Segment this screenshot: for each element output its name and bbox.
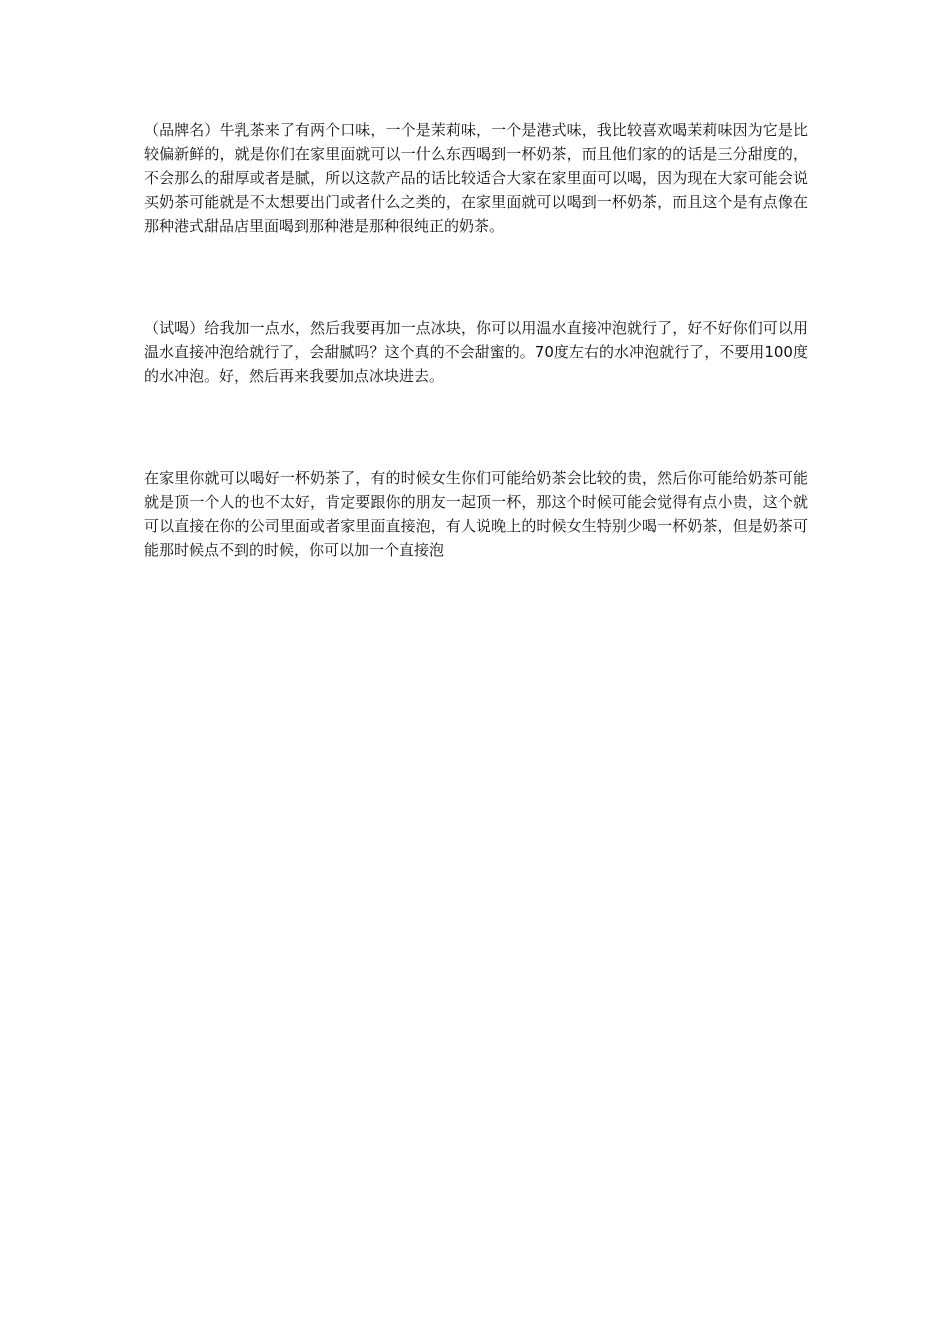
paragraph-product-intro: （品牌名）牛乳茶来了有两个口味，一个是茉莉味，一个是港式味，我比较喜欢喝茉莉味因为它是比较偏新鲜的，就是你们在家里面就可以一什么东西喝到一杯奶茶，而且他们家的的话是三分甜度的，不会那么的甜厚或者是腻，所以这款产品的话比较适合大家在家里面可以喝，因为现在大家可能会说买奶茶可能就是不太想要出门或者什么之类的，在家里面就可以喝到一杯奶茶，而且这个是有点像在那种港式甜品店里面喝到那种港是那种很纯正的奶茶。 (144, 121, 808, 235)
paragraph-home-usage: 在家里你就可以喝好一杯奶茶了，有的时候女生你们可能给奶茶会比较的贵，然后你可能给奶茶可能就是顶一个人的也不太好，肯定要跟你的朋友一起顶一杯，那这个时候可能会觉得有点小贵，这个就可以直接在你的公司里面或者家里面直接泡，有人说晚上的时候女生特别少喝一杯奶茶，但是奶茶可能那时候点不到的时候，你可以加一个直接泡 (144, 469, 808, 559)
document-body (144, 118, 808, 562)
paragraph-tasting: （试喝）给我加一点水，然后我要再加一点冰块，你可以用温水直接冲泡就行了，好不好你们可以用温水直接冲泡给就行了，会甜腻吗？这个真的不会甜蜜的。70度左右的水冲泡就行了，不要用100度的水冲泡。好，然后再来我要加点冰块进去。 (144, 319, 808, 385)
